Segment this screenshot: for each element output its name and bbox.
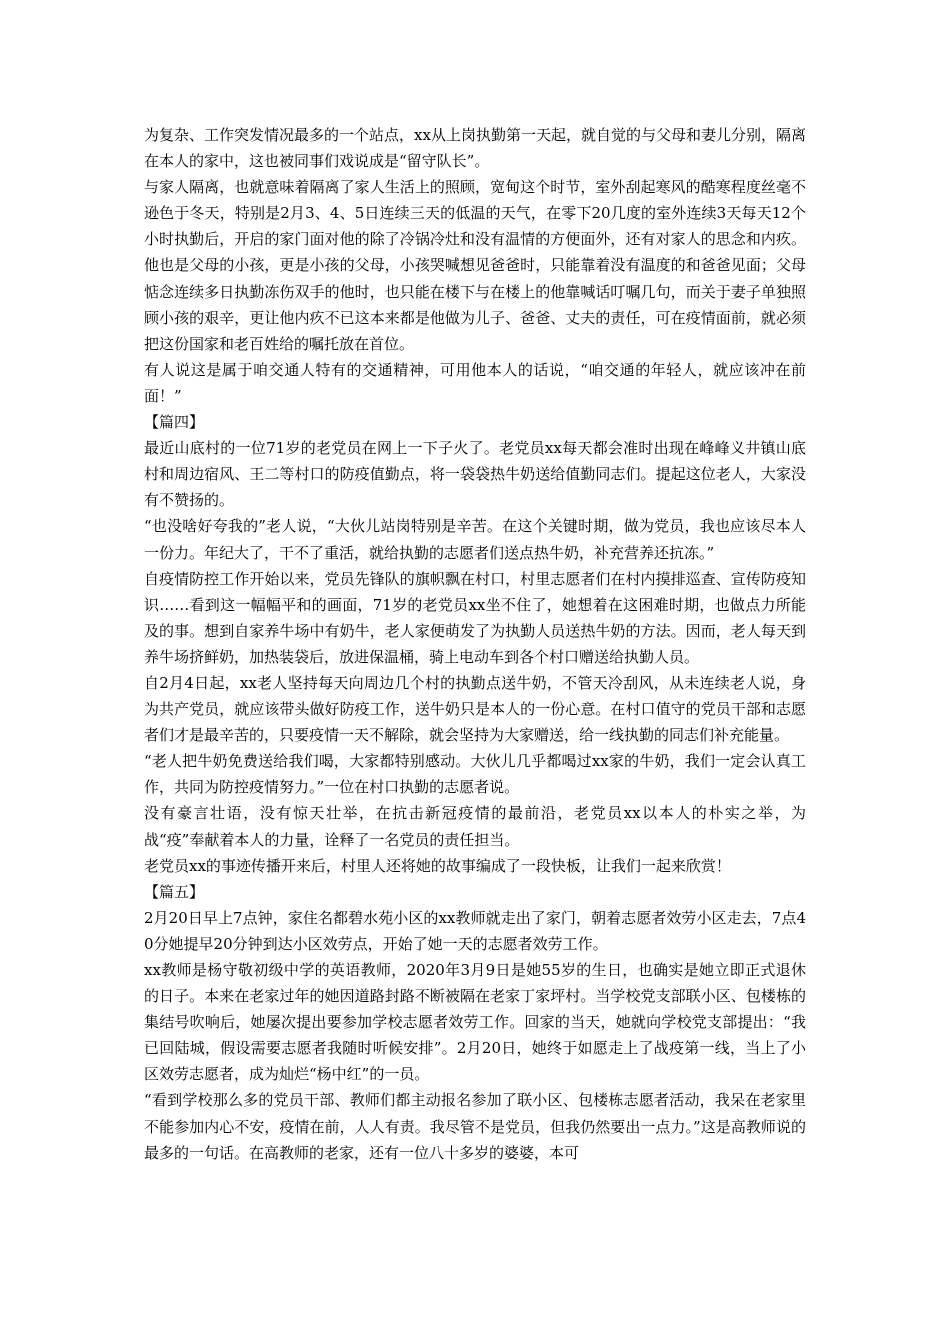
section-heading: 【篇五】 [144,882,205,901]
section-heading: 【篇四】 [144,413,205,432]
paragraph: “老人把牛奶免费送给我们喝，大家都特别感动。大伙儿几乎都喝过xx家的牛奶，我们一定会认真工作，共同为防控疫情努力。”一位在村口执勤的志愿者说。 [144,752,806,797]
paragraph: 自疫情防控工作开始以来，党员先锋队的旗帜飘在村口，村里志愿者们在村内摸排巡查、宣传防疫知识……看到这一幅幅平和的画面，71岁的老党员xx坐不住了，她想着在这困难时期，也做点力所能及的事。想到自家养牛场中有奶牛，老人家便萌发了为执勤人员送热牛奶的方法。因而，老人每天到养牛场挤鲜奶，加热装袋后，放进保温桶，骑上电动车到各个村口赠送给执勤人员。 [144,569,806,666]
paragraph: 有人说这是属于咱交通人特有的交通精神，可用他本人的话说，“咱交通的年轻人，就应该冲在前面！” [144,360,806,405]
paragraph: “看到学校那么多的党员干部、教师们都主动报名参加了联小区、包楼栋志愿者活动，我呆在老家里不能参加内心不安，疫情在前，人人有责。我尽管不是党员，但我仍然要出一点力。”这是高教师说的最多的一句话。在高教师的老家，还有一位八十多岁的婆婆，本可 [144,1091,806,1162]
paragraph: 没有豪言壮语，没有惊天壮举，在抗击新冠疫情的最前沿，老党员xx以本人的朴实之举，为战“疫”奉献着本人的力量，诠释了一名党员的责任担当。 [144,804,806,849]
paragraph: 老党员xx的事迹传播开来后，村里人还将她的故事编成了一段快板，让我们一起来欣赏！ [144,856,731,875]
paragraph: xx教师是杨守敬初级中学的英语教师，2020年3月9日是她55岁的生日，也确实是她立即正式退休的日子。本来在老家过年的她因道路封路不断被隔在老家丁家坪村。当学校党支部联小区、包楼栋的集结号吹响后，她屡次提出要参加学校志愿者效劳工作。回家的当天，她就向学校党支部提出：“我已回陆城，假设需要志愿者我随时听候安排”。2月20日，她终于如愿走上了战疫第一线，当上了小区效劳志愿者，成为灿烂“杨中红”的一员。 [144,961,806,1084]
document-page [144,122,806,1166]
paragraph: “也没啥好夸我的”老人说，“大伙儿站岗特别是辛苦。在这个关键时期，做为党员，我也应该尽本人一份力。年纪大了，干不了重活，就给执勤的志愿者们送点热牛奶，补充营养还抗冻。” [144,517,806,562]
paragraph: 自2月4日起，xx老人坚持每天向周边几个村的执勤点送牛奶，不管天冷刮风，从未连续老人说，身为共产党员，就应该带头做好防疫工作，送牛奶只是本人的一份心意。在村口值守的党员干部和志愿者们才是最辛苦的，只要疫情一天不解除，就会坚持为大家赠送，给一线执勤的同志们补充能量。 [144,673,806,745]
paragraph: 与家人隔离，也就意味着隔离了家人生活上的照顾，宽甸这个时节，室外刮起寒风的酷寒程度丝毫不逊色于冬天，特别是2月3、4、5日连续三天的低温的天气，在零下20几度的室外连续3天每天12个小时执勤后，开启的家门面对他的除了冷锅冷灶和没有温情的方便面外，还有对家人的思念和内疚。他也是父母的小孩，更是小孩的父母，小孩哭喊想见爸爸时，只能靠着没有温度的和爸爸见面；父母惦念连续多日执勤冻伤双手的他时，也只能在楼下与在楼上的他靠喊话叮嘱几句，而关于妻子单独照顾小孩的艰辛，更让他内疚不已这本来都是他做为儿子、爸爸、丈夫的责任，可在疫情面前，就必须把这份国家和老百姓给的嘱托放在首位。 [144,178,806,353]
paragraph: 2月20日早上7点钟，家住名都碧水苑小区的xx教师就走出了家门，朝着志愿者效劳小区走去，7点40分她提早20分钟到达小区效劳点，开始了她一天的志愿者效劳工作。 [144,908,806,953]
paragraph: 最近山底村的一位71岁的老党员在网上一下子火了。老党员xx每天都会准时出现在峰峰义井镇山底村和周边宿风、王二等村口的防疫值勤点，将一袋袋热牛奶送给值勤同志们。提起这位老人，大家没有不赞扬的。 [144,439,806,510]
paragraph: 为复杂、工作突发情况最多的一个站点，xx从上岗执勤第一天起，就自觉的与父母和妻儿分别，隔离在本人的家中，这也被同事们戏说成是“留守队长”。 [144,126,806,171]
